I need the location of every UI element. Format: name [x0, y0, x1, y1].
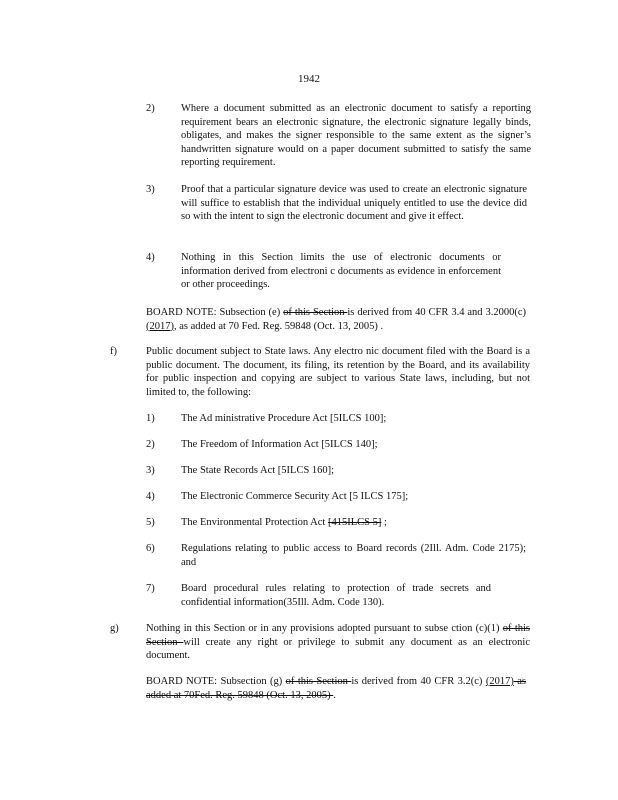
law-text: ;	[381, 517, 387, 528]
note-text: is derived from 40 CFR 3.4 and 3.2000(c)	[347, 307, 527, 318]
note-text: BOARD NOTE: Subsection (e)	[146, 307, 284, 318]
struck-text: of this Section	[283, 307, 348, 318]
board-note-e	[146, 306, 526, 333]
paragraph-text: will create any right or privilege to submit any document as an electronic document.	[146, 636, 530, 661]
item-number: 7)	[146, 583, 155, 594]
law-item-4: The Electronic Commerce Security Act [5 ILCS 175];	[181, 491, 409, 502]
struck-text: of this Section	[146, 623, 530, 648]
item-number: 2)	[146, 439, 155, 450]
law-item-6: Regulations relating to public access to Board records (2Ill. Adm. Code 2175); and	[181, 543, 526, 568]
paragraph-item-3: Proof that a particular signature device was used to create an electronic signature will suffice to establish that the individual uniquely entitled to use the device did so with the intent to sign the electronic document and give it effect.	[181, 184, 527, 222]
item-number: 4)	[146, 491, 155, 502]
item-number: 3)	[146, 465, 155, 476]
law-item-3: The State Records Act [5ILCS 160];	[181, 465, 335, 476]
subsection-letter: g)	[110, 623, 119, 634]
struck-text: as added at 70Fed. Reg. 59848 (Oct. 13, 2005)	[146, 676, 526, 701]
paragraph-item-2: Where a document submitted as an electronic document to satisfy a reporting requirement bears an electronic signature, the electronic signature legally binds, obligates, and makes the signer responsible to the same extent as the signer’s handwritten signature would on a paper document submitted to satisfy the same reporting requirement.	[181, 103, 531, 168]
law-item-1: The Ad ministrative Procedure Act [5ILCS 100];	[181, 413, 387, 424]
page-number: 1942	[298, 73, 320, 85]
paragraph-item-4: Nothing in this Section limits the use of electronic documents or information derived from electroni c documents as evidence in enforcement or other proceedings.	[181, 252, 501, 290]
note-text: is derived from 40 CFR 3.2(c)	[351, 676, 486, 687]
law-item-5	[181, 516, 521, 530]
paragraph-text: Nothing in this Section or in any provisions adopted pursuant to subse ction (c)(1)	[146, 623, 503, 634]
item-number: 3)	[146, 184, 155, 195]
item-number: 2)	[146, 103, 155, 114]
item-number: 5)	[146, 517, 155, 528]
note-text: , as added at 70 Fed. Reg. 59848 (Oct. 13, 2005) .	[174, 320, 384, 332]
underlined-text: (2017)	[485, 676, 514, 687]
board-note-g	[146, 675, 526, 702]
law-item-7: Board procedural rules relating to protection of trade secrets and confidential information(35Ill. Adm. Code 130).	[181, 583, 491, 608]
paragraph-subsection-g	[146, 622, 530, 663]
item-number: 4)	[146, 252, 155, 263]
item-number: 6)	[146, 543, 155, 554]
note-text: .	[333, 689, 336, 701]
paragraph-subsection-f: Public document subject to State laws. Any electro nic document filed with the Board is a public document. The document, its filing, its retention by the Board, and its availability for public inspection and copying are subject to various State laws, including, but not limited to, the following:	[146, 346, 530, 398]
struck-text: of this Section	[285, 676, 352, 687]
law-text: The Environmental Protection Act	[181, 517, 328, 528]
law-item-2: The Freedom of Information Act [5ILCS 140];	[181, 439, 378, 450]
subsection-letter: f)	[110, 346, 117, 357]
underlined-text: (2017)	[146, 320, 174, 332]
struck-text: [415ILCS 5]	[327, 517, 382, 528]
item-number: 1)	[146, 413, 155, 424]
note-text: BOARD NOTE: Subsection (g)	[146, 676, 286, 687]
